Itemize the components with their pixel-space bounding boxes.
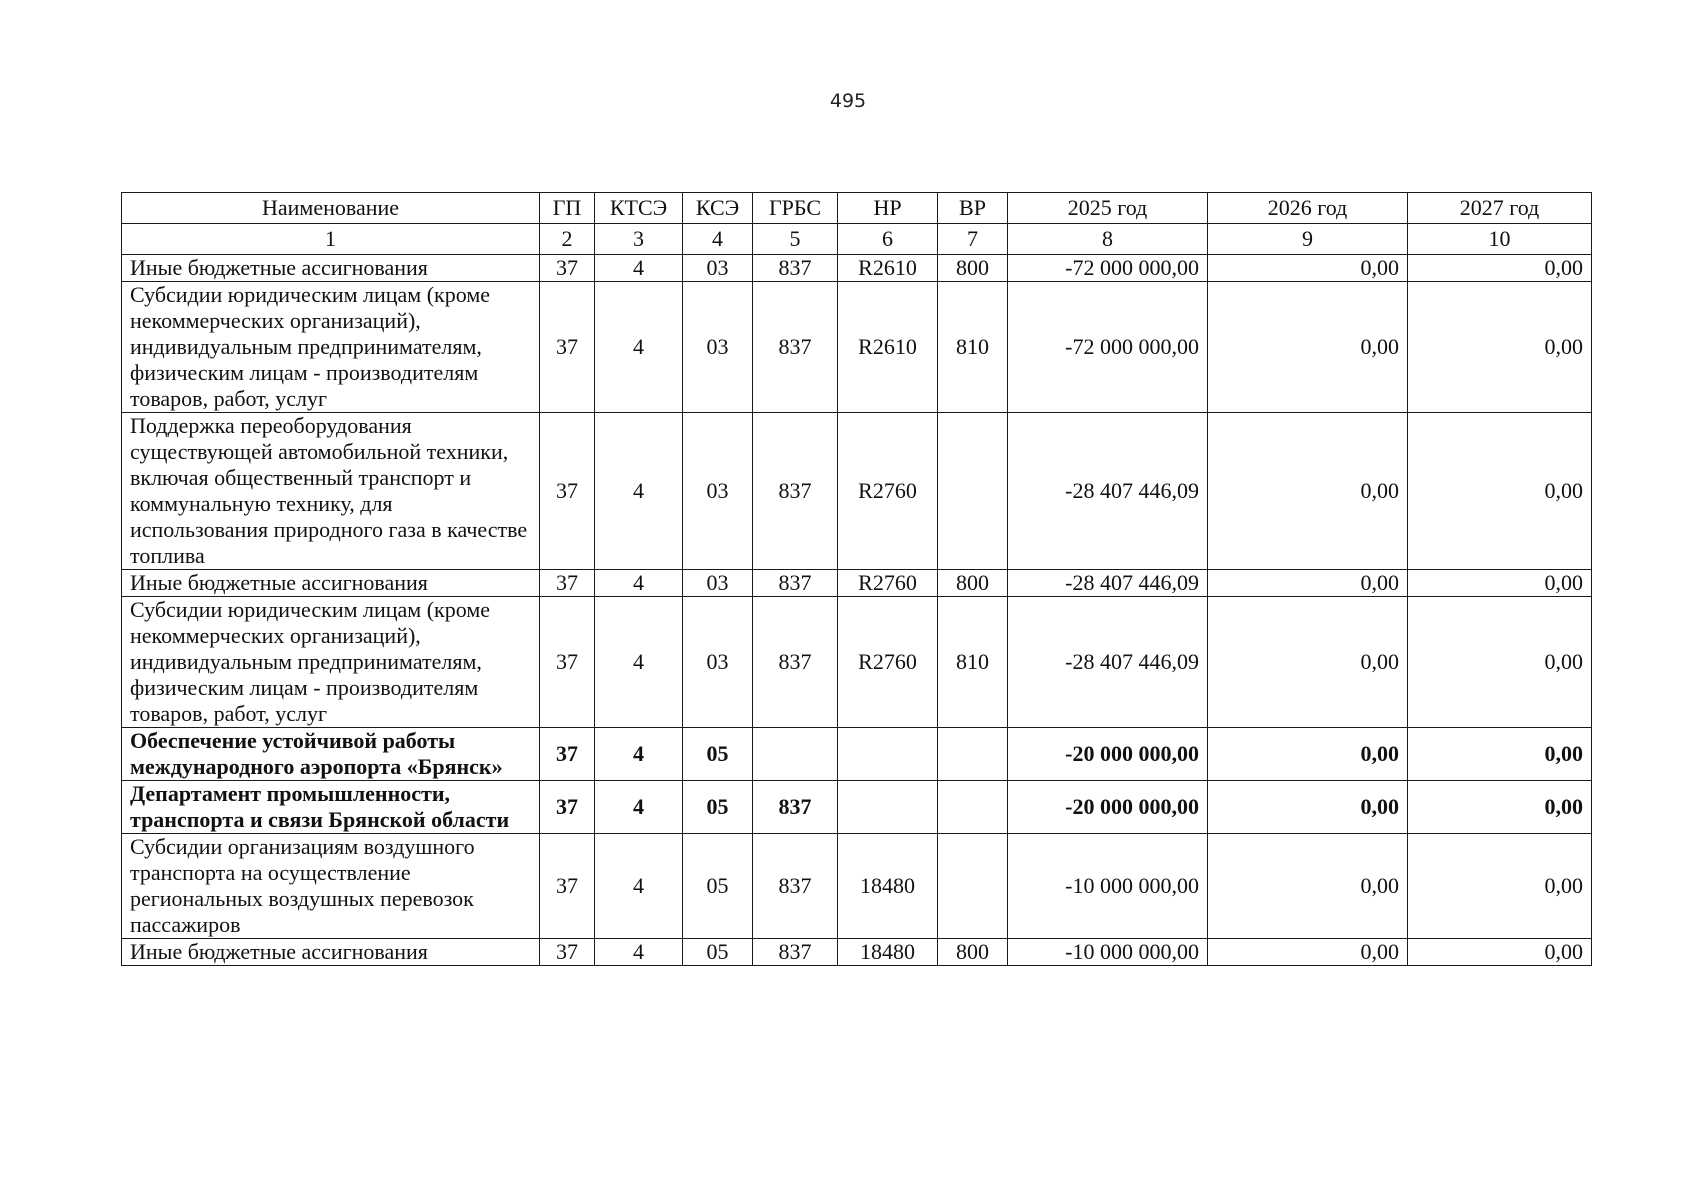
row-2025-cell: -28 407 446,09: [1008, 413, 1208, 570]
row-vr-cell: 810: [938, 597, 1008, 728]
row-2026-cell: 0,00: [1208, 597, 1408, 728]
row-vr-cell: [938, 728, 1008, 781]
row-gp-cell: 37: [540, 597, 595, 728]
table-row: [122, 728, 1592, 781]
table-row: [122, 781, 1592, 834]
row-2027-cell: 0,00: [1408, 282, 1592, 413]
row-ktse-cell: 4: [595, 570, 683, 597]
row-grbs-cell: 837: [753, 597, 838, 728]
header-nr: НР: [838, 193, 938, 224]
row-2027-cell: 0,00: [1408, 570, 1592, 597]
row-2026-cell: 0,00: [1208, 570, 1408, 597]
row-name-cell: Департамент промышленности, транспорта и связи Брянской области: [122, 781, 540, 834]
row-nr-cell: [838, 781, 938, 834]
header-row: [122, 193, 1592, 224]
row-gp-cell: 37: [540, 282, 595, 413]
row-grbs-cell: 837: [753, 413, 838, 570]
row-kse-cell: 05: [683, 781, 753, 834]
row-gp-cell: 37: [540, 255, 595, 282]
row-2025-cell: -72 000 000,00: [1008, 255, 1208, 282]
row-2025-cell: -20 000 000,00: [1008, 728, 1208, 781]
column-number: 2: [540, 224, 595, 255]
row-2026-cell: 0,00: [1208, 413, 1408, 570]
row-2027-cell: 0,00: [1408, 939, 1592, 966]
row-name-cell: Иные бюджетные ассигнования: [122, 255, 540, 282]
row-nr-cell: R2610: [838, 282, 938, 413]
row-grbs-cell: [753, 728, 838, 781]
table-row: [122, 939, 1592, 966]
row-2027-cell: 0,00: [1408, 413, 1592, 570]
row-vr-cell: 810: [938, 282, 1008, 413]
row-ktse-cell: 4: [595, 282, 683, 413]
row-vr-cell: [938, 781, 1008, 834]
column-number: 4: [683, 224, 753, 255]
table-row: [122, 413, 1592, 570]
row-2026-cell: 0,00: [1208, 834, 1408, 939]
row-gp-cell: 37: [540, 728, 595, 781]
header-gp: ГП: [540, 193, 595, 224]
row-nr-cell: 18480: [838, 939, 938, 966]
row-nr-cell: R2760: [838, 597, 938, 728]
row-vr-cell: [938, 834, 1008, 939]
header-ktse: КТСЭ: [595, 193, 683, 224]
row-2026-cell: 0,00: [1208, 781, 1408, 834]
row-kse-cell: 05: [683, 834, 753, 939]
column-number: 1: [122, 224, 540, 255]
row-vr-cell: 800: [938, 570, 1008, 597]
header-kse: КСЭ: [683, 193, 753, 224]
column-number: 5: [753, 224, 838, 255]
header-2026: 2026 год: [1208, 193, 1408, 224]
row-gp-cell: 37: [540, 413, 595, 570]
row-2027-cell: 0,00: [1408, 834, 1592, 939]
table-row: [122, 570, 1592, 597]
row-grbs-cell: 837: [753, 282, 838, 413]
row-kse-cell: 03: [683, 413, 753, 570]
row-grbs-cell: 837: [753, 939, 838, 966]
row-name-cell: Иные бюджетные ассигнования: [122, 570, 540, 597]
row-2025-cell: -28 407 446,09: [1008, 570, 1208, 597]
row-vr-cell: 800: [938, 939, 1008, 966]
column-number: 9: [1208, 224, 1408, 255]
table-row: [122, 282, 1592, 413]
row-gp-cell: 37: [540, 570, 595, 597]
row-gp-cell: 37: [540, 939, 595, 966]
row-kse-cell: 05: [683, 939, 753, 966]
row-2025-cell: -20 000 000,00: [1008, 781, 1208, 834]
row-ktse-cell: 4: [595, 597, 683, 728]
row-nr-cell: R2760: [838, 570, 938, 597]
table-row: [122, 834, 1592, 939]
row-name-cell: Поддержка переоборудования существующей автомобильной техники, включая общественный транспорт и коммунальную технику, для использования природного газа в качестве топлива: [122, 413, 540, 570]
header-name: Наименование: [122, 193, 540, 224]
row-gp-cell: 37: [540, 781, 595, 834]
row-grbs-cell: 837: [753, 570, 838, 597]
page-number: 495: [829, 90, 867, 112]
row-2027-cell: 0,00: [1408, 597, 1592, 728]
row-ktse-cell: 4: [595, 413, 683, 570]
row-grbs-cell: 837: [753, 781, 838, 834]
row-grbs-cell: 837: [753, 834, 838, 939]
row-2025-cell: -72 000 000,00: [1008, 282, 1208, 413]
row-ktse-cell: 4: [595, 781, 683, 834]
row-kse-cell: 05: [683, 728, 753, 781]
row-2026-cell: 0,00: [1208, 728, 1408, 781]
row-nr-cell: 18480: [838, 834, 938, 939]
row-ktse-cell: 4: [595, 728, 683, 781]
header-vr: ВР: [938, 193, 1008, 224]
row-ktse-cell: 4: [595, 834, 683, 939]
row-2025-cell: -28 407 446,09: [1008, 597, 1208, 728]
row-2026-cell: 0,00: [1208, 939, 1408, 966]
column-number: 6: [838, 224, 938, 255]
column-number-row: [122, 224, 1592, 255]
column-number: 8: [1008, 224, 1208, 255]
header-2025: 2025 год: [1008, 193, 1208, 224]
row-kse-cell: 03: [683, 570, 753, 597]
header-grbs: ГРБС: [753, 193, 838, 224]
row-2027-cell: 0,00: [1408, 255, 1592, 282]
row-nr-cell: [838, 728, 938, 781]
table-row: [122, 255, 1592, 282]
row-name-cell: Субсидии юридическим лицам (кроме некоммерческих организаций), индивидуальным предпринимателям, физическим лицам - производителям товаров, работ, услуг: [122, 597, 540, 728]
row-ktse-cell: 4: [595, 939, 683, 966]
row-name-cell: Иные бюджетные ассигнования: [122, 939, 540, 966]
header-2027: 2027 год: [1408, 193, 1592, 224]
column-number: 3: [595, 224, 683, 255]
row-2027-cell: 0,00: [1408, 728, 1592, 781]
budget-table: [121, 192, 1592, 966]
row-kse-cell: 03: [683, 597, 753, 728]
row-vr-cell: [938, 413, 1008, 570]
row-nr-cell: R2610: [838, 255, 938, 282]
row-gp-cell: 37: [540, 834, 595, 939]
row-name-cell: Субсидии организациям воздушного транспорта на осуществление региональных воздушных перевозок пассажиров: [122, 834, 540, 939]
row-grbs-cell: 837: [753, 255, 838, 282]
table-row: [122, 597, 1592, 728]
row-2025-cell: -10 000 000,00: [1008, 834, 1208, 939]
row-kse-cell: 03: [683, 282, 753, 413]
column-number: 10: [1408, 224, 1592, 255]
column-number: 7: [938, 224, 1008, 255]
row-vr-cell: 800: [938, 255, 1008, 282]
row-name-cell: Субсидии юридическим лицам (кроме некоммерческих организаций), индивидуальным предпринимателям, физическим лицам - производителям товаров, работ, услуг: [122, 282, 540, 413]
row-ktse-cell: 4: [595, 255, 683, 282]
row-name-cell: Обеспечение устойчивой работы международного аэропорта «Брянск»: [122, 728, 540, 781]
row-2027-cell: 0,00: [1408, 781, 1592, 834]
row-2026-cell: 0,00: [1208, 255, 1408, 282]
row-2025-cell: -10 000 000,00: [1008, 939, 1208, 966]
row-kse-cell: 03: [683, 255, 753, 282]
row-nr-cell: R2760: [838, 413, 938, 570]
row-2026-cell: 0,00: [1208, 282, 1408, 413]
